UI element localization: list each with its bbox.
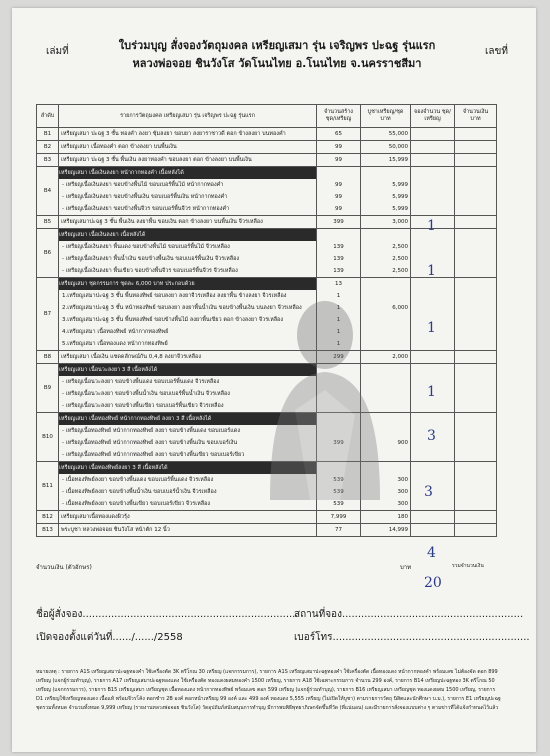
- row-number: B4: [37, 167, 59, 216]
- handwritten-qty-b6: 1: [427, 263, 436, 279]
- col-header-qty: จำนวนสร้าง ชุด/เหรียญ: [317, 105, 361, 128]
- price-value: 50,000: [388, 144, 408, 150]
- price-cell: [361, 154, 411, 167]
- item-cell: [59, 351, 317, 364]
- price-cell: [361, 351, 411, 364]
- col-header-price: บูชาเหรียญ/ชุด บาท: [361, 105, 411, 128]
- price-value: [363, 462, 408, 474]
- sub-price: 300: [397, 489, 408, 495]
- qty-cell: [317, 364, 361, 413]
- sub-item: 2.เหรียญเสมาปะฉฐ 3 ชั้น หน้าทองทิพย์ ขอบลงยา ลงยาพื้นน้ำเงิน ขอบข้างพื้นเงิน บนลงยา จีวรเหลือง: [62, 305, 302, 311]
- orderer-name-field[interactable]: ชื่อผู้สั่งจอง....................................................................: [36, 609, 299, 620]
- handwritten-qty-b8: 1: [427, 384, 436, 400]
- sub-item: - เหรียญเนื้อทองทิพย์ หน้ากากทองทิพย์ ลงยา ขอบข้างพื้นแดง ขอบเบอร์แดง: [62, 428, 241, 434]
- sub-qty: [319, 449, 358, 461]
- item-description: เหรียญเสมา เนื้อเงิน แชดดลักษณ์กัน 0,4,8 ลงยาจีวรเหลือง: [61, 354, 202, 360]
- sub-qty: 1: [336, 341, 341, 347]
- item-description: เหรียญเสมา เนื้อเงินลงยา หน้ากากทองคำ เนื้อหลังได้: [59, 167, 317, 179]
- handwritten-qty-b9: 3: [427, 428, 436, 444]
- price-value: 14,999: [388, 527, 408, 533]
- sub-item: - เหรียญเนื้อนวะลงยา ขอบข้างพื้นน้ำเงิน ขอบเบอร์พื้นน้ำเงิน จีวรเหลือง: [62, 391, 230, 397]
- qty-cell: [317, 278, 361, 351]
- sub-price: [363, 314, 408, 326]
- handwritten-qty-b11: 4: [427, 545, 436, 561]
- price-cell: [361, 278, 411, 351]
- row-number: B11: [37, 462, 59, 511]
- total-amount-label: รวมจำนวนเงิน: [452, 563, 484, 569]
- qty-value: 77: [335, 527, 342, 533]
- sub-qty: 99: [335, 194, 342, 200]
- qty-value: 299: [333, 354, 344, 360]
- order-qty-input[interactable]: [411, 278, 455, 351]
- sub-price: [363, 449, 408, 461]
- row-number: B6: [37, 229, 59, 278]
- sub-price: 6,000: [392, 305, 408, 311]
- sub-qty: 99: [335, 206, 342, 212]
- sub-price: 2,500: [392, 244, 408, 250]
- sub-item: 1.เหรียญเสมาปะฉฐ 3 ชั้น พื้นทองทิพย์ ขอบลงยา ลงยาจีวรเหลือง ลงยาพื้น ข้างลงยา จีวรเหลือง: [62, 293, 287, 299]
- sub-qty: [319, 400, 358, 412]
- item-cell: [59, 141, 317, 154]
- sub-item: - เนื้อทองทิพย์ลงยา ขอบข้างพื้นแดง ขอบเบอร์พื้นแดง จีวรเหลือง: [62, 477, 214, 483]
- row-number: B10: [37, 413, 59, 462]
- qty-cell: [317, 167, 361, 216]
- sub-qty: 539: [333, 477, 344, 483]
- amount-input[interactable]: [455, 167, 497, 216]
- price-cell: [361, 229, 411, 278]
- table-row: [37, 524, 497, 537]
- sub-price: 2,500: [392, 268, 408, 274]
- item-cell: [59, 229, 317, 278]
- qty-value: 13: [335, 281, 342, 287]
- sub-price: [363, 338, 408, 350]
- qty-value: 65: [335, 131, 342, 137]
- row-number: B2: [37, 141, 59, 154]
- sub-qty: [319, 425, 358, 437]
- item-cell: [59, 154, 317, 167]
- col-header-no: ลำดับ: [37, 105, 59, 128]
- item-description: เหรียญเสมา เนื้อทองทิพย์ลงยา 3 สี เนื้อหลังได้: [59, 462, 317, 474]
- item-cell: [59, 364, 317, 413]
- qty-value: 399: [333, 219, 344, 225]
- price-cell: [361, 511, 411, 524]
- doc-number-label: เลขที่: [485, 46, 508, 57]
- sub-item: - เหรียญเนื้อทองทิพย์ หน้ากากทองทิพย์ ลงยา ขอบข้างพื้นเขียว ขอบเบอร์เขียว: [62, 452, 245, 458]
- amount-input[interactable]: [455, 462, 497, 511]
- order-qty-input[interactable]: [411, 167, 455, 216]
- item-cell: [59, 167, 317, 216]
- sub-qty: 139: [333, 268, 344, 274]
- row-number: B13: [37, 524, 59, 537]
- qty-cell: [317, 229, 361, 278]
- row-number: B1: [37, 128, 59, 141]
- baht-label: บาท: [400, 564, 412, 571]
- item-cell: [59, 278, 317, 351]
- amount-input[interactable]: [455, 278, 497, 351]
- amount-input[interactable]: [455, 524, 497, 537]
- table-row: [37, 278, 497, 351]
- price-value: [363, 229, 408, 241]
- price-value: [363, 413, 408, 425]
- table-row: [37, 351, 497, 364]
- sub-item: 3.เหรียญเสมาปะฉฐ 3 ชั้น พื้นทองทิพย์ ขอบข้างพื้นไม้ ลงยาพื้นเขียว ตอก ข้างลงยา จีวรเหลือง: [62, 317, 284, 323]
- item-description: เหรียญเสมา ปะฉฐ 3 ชั้น ทองคำ ลงยา ซุ้มลงยา ขอบยา ลงยาราชาวดี ตอก ข้างลงยา บนทองคำ: [61, 131, 286, 137]
- price-cell: [361, 364, 411, 413]
- item-cell: [59, 511, 317, 524]
- sub-price: [363, 388, 408, 400]
- row-number: B9: [37, 364, 59, 413]
- table-row: [37, 167, 497, 216]
- sub-qty: 539: [333, 501, 344, 507]
- price-cell: [361, 128, 411, 141]
- sub-item: 4.เหรียญเสมา เนื้อทองทิพย์ หน้ากากทองทิพย์: [62, 329, 169, 335]
- sub-item: - เหรียญเนื้อนวะลงยา ขอบข้างพื้นแดง ขอบเบอร์พื้นแดง จีวรเหลือง: [62, 379, 220, 385]
- handwritten-qty-b10: 3: [424, 484, 433, 500]
- price-cell: [361, 462, 411, 511]
- qty-value: [319, 167, 358, 179]
- sub-qty: 1: [336, 329, 341, 335]
- item-cell: [59, 128, 317, 141]
- item-cell: [59, 462, 317, 511]
- item-description: เหรียญเสมา ชุดกรรมการ ชุดละ 6,000 บาท ประกอบด้วย: [59, 278, 317, 290]
- amount-input[interactable]: [455, 154, 497, 167]
- table-header-row: [37, 105, 497, 128]
- col-header-amount: จำนวนเงิน บาท: [455, 105, 497, 128]
- table-row: [37, 128, 497, 141]
- item-description: เหรียญเสมา เนื้อเงินลงยา เนื้อหลังได้: [59, 229, 317, 241]
- price-value: 55,000: [388, 131, 408, 137]
- handwritten-qty-b5: 1: [427, 218, 436, 234]
- qty-cell: [317, 462, 361, 511]
- form-subtitle: หลวงพ่อจอย ชินวังโส วัดโนนไทย อ.โนนไทย จ.นครราชสีมา: [132, 57, 422, 70]
- qty-value: [319, 413, 358, 425]
- sub-qty: 139: [333, 244, 344, 250]
- amount-input[interactable]: [455, 351, 497, 364]
- price-cell: [361, 167, 411, 216]
- sub-item: - เนื้อทองทิพย์ลงยา ขอบข้างพื้นเขียว ขอบเบอร์เขียว จีวรเหลือง: [62, 501, 211, 507]
- remark-note: หมายเหตุ : รายการ A1S เหรียญเสมาปะฉฐทองคำ ใช้เครื่องตัด 3K ตรีโกณ 30 เหรียญ (แจกกรรมการ), รายการ A1S เหรียญเสมาปะฉฐทองคำ ใช้เครื่องตัด เนื้อทองแดง หน้ากากทองคำ พร้อมเลข ไม่ต้องจัด ตอก 899 เหรียญ (แจกผู้ร่วมทำบุญ), รายการ A17 เหรียญเสมาปะฉฐทองแดง ใช้เครื่องตัด ทองแดงผสมทองคำ 1500 เหรียญ, รายการ A18 ใช้เฉพาะกรรมการ จำนวน 299 องค์, รายการ B14 เหรียญปะฉฐทอง 3K ตรีโกณ 50 เหรียญ (แจกกรรมการ), รายการ B15 เหรียญเสมา เหรียญชุด เนื้อทองแดง หน้ากากทองทิพย์ พร้อมเลข ตอก 599 เหรียญ (แจกผู้ร่วมทำบุญ), รายการ B16 เหรียญเสมา เหรียญชุด ทองแดงผสม 1500 เหรียญ, รายการ D1 เหรียญใช้เหรียญทองแดง เนื้อแท้ พร้อมจีวรโค้ง ตอกชำร 2B องค์ ตอกหน้าเหรียญ 99 องค์ และ 499 องค์ ทองแดง 5,555 เหรียญ (ไม่เปิดให้บูชา) ตามรายการวัตถุ นิสิตและนักศึกษา บ.ม.), รายการ E1 เหรียญปะฉฐ ชุดรวมทั้งหมด จำนวนทั้งหมด 9,999 เหรียญ (รายงานหลวงพ่อจอย ชินวังโส) วัดอุปถัมภ์สนับสนุนการทำบุญ มีการพบพิธีพุทธาภิเษกจัดขึ้นที่วัด (ที่แน่นอน) และมีรายการสั่งจองแบบต่าง ๆ ตามข่าวที่ได้แจ้งกำหนดไว้แล้ว: [36, 669, 501, 711]
- item-description: เหรียญเสมา ปะฉฐ 3 ชั้น พื้นเงิน ลงยาทองคำ ขอบลงยา ตอก ข้างลงยา บนพื้นเงิน: [61, 157, 252, 163]
- sub-qty: 1: [336, 293, 341, 299]
- table-row: [37, 141, 497, 154]
- qty-cell: [317, 141, 361, 154]
- sub-price: [363, 376, 408, 388]
- table-row: [37, 511, 497, 524]
- amount-input[interactable]: [455, 229, 497, 278]
- qty-cell: [317, 413, 361, 462]
- col-header-item: รายการวัตถุมงคล เหรียญเสมา รุ่น เจริญพร ปะฉฐ รุ่นแรก: [59, 105, 317, 128]
- item-description: พระบูชา หลวงพ่อจอย ชินวังโส หน้าตัก 12 นิ้ว: [61, 527, 170, 533]
- sub-item: - เหรียญเนื้อเงินลงยา พื้นเขียว ขอบข้างพื้นจีวร ขอบเบอร์พื้นจีวร จีวรเหลือง: [62, 268, 238, 274]
- amount-input[interactable]: [455, 141, 497, 154]
- sub-price: [363, 400, 408, 412]
- price-cell: [361, 216, 411, 229]
- sub-item: 5.เหรียญเสมา เนื้อทองแดง หน้ากากทองทิพย์: [62, 341, 168, 347]
- sub-item: - เนื้อทองทิพย์ลงยา ขอบข้างพื้นน้ำเงิน ขอบเบอร์น้ำเงิน จีวรเหลือง: [62, 489, 217, 495]
- amount-input[interactable]: [455, 216, 497, 229]
- order-qty-input[interactable]: [411, 351, 455, 364]
- item-cell: [59, 216, 317, 229]
- sub-qty: 99: [335, 182, 342, 188]
- item-description: เหรียญเสมาปะฉฐ 3 ชั้น พื้นเงิน ลงยาพื้น ขอบเงิน ตอก ข้างลงยา บนพื้นเงิน จีวรเหลือง: [61, 219, 263, 225]
- sub-item: - เหรียญเนื้อเงินลงยา พื้นแดง ขอบข้างพื้นไม้ ขอบเบอร์พื้นไม้ จีวรเหลือง: [62, 244, 230, 250]
- item-description: เหรียญเสมา เนื้อนวะลงยา 3 สี เนื้อหลังได้: [59, 364, 317, 376]
- qty-cell: [317, 351, 361, 364]
- form-title: ใบร่วมบุญ สั่งจองวัตถุมงคล เหรียญเสมา รุ่น เจริญพร ปะฉฐ รุ่นแรก: [118, 39, 436, 52]
- sub-item: - เหรียญเนื้อเงินลงยา ขอบข้างพื้นจีวร ขอบเบอร์พื้นจีวร หน้ากากทองคำ: [62, 206, 230, 212]
- qty-value: 99: [335, 144, 342, 150]
- qty-value: [319, 364, 358, 376]
- row-number: B7: [37, 278, 59, 351]
- book-number-label: เล่มที่: [46, 46, 69, 57]
- sub-price: 5,999: [392, 182, 408, 188]
- sub-qty: 1: [336, 305, 341, 311]
- amount-input[interactable]: [455, 128, 497, 141]
- sub-qty: [319, 376, 358, 388]
- qty-cell: [317, 128, 361, 141]
- amount-input[interactable]: [455, 511, 497, 524]
- item-cell: [59, 524, 317, 537]
- item-description: เหรียญเสมา เนื้อทองคำ ตอก ข้างลงยา บนพื้นเงิน: [61, 144, 177, 150]
- sub-qty: 539: [333, 489, 344, 495]
- order-qty-input[interactable]: [411, 511, 455, 524]
- qty-value: 7,999: [330, 514, 347, 520]
- item-description: เหรียญเสมา เนื้อทองทิพย์ หน้ากากทองทิพย์ ลงยา 3 สี เนื้อหลังได้: [59, 413, 317, 425]
- sub-qty: 139: [333, 256, 344, 262]
- row-number: B5: [37, 216, 59, 229]
- col-header-order: จองจำนวน ชุด/เหรียญ: [411, 105, 455, 128]
- qty-cell: [317, 216, 361, 229]
- price-value: [363, 364, 408, 376]
- order-qty-input[interactable]: [411, 524, 455, 537]
- sub-item: - เหรียญเนื้อเงินลงยา พื้นน้ำเงิน ขอบข้างพื้นเงิน ขอบเบอร์พื้นเงิน จีวรเหลือง: [62, 256, 240, 262]
- sub-item: - เหรียญเนื้อนวะลงยา ขอบข้างพื้นเขียว ขอบเบอร์พื้นเขียว จีวรเหลือง: [62, 403, 224, 409]
- qty-value: [319, 462, 358, 474]
- sub-price: 300: [397, 501, 408, 507]
- qty-cell: [317, 511, 361, 524]
- order-qty-input[interactable]: [411, 141, 455, 154]
- amount-input[interactable]: [455, 413, 497, 462]
- item-description: เหรียญเสมาเนื้อทองแดงผิวรุ้ง: [61, 514, 130, 520]
- price-value: 15,999: [388, 157, 408, 163]
- sub-qty: [319, 388, 358, 400]
- sub-price: 300: [397, 477, 408, 483]
- row-number: B8: [37, 351, 59, 364]
- order-qty-input[interactable]: [411, 154, 455, 167]
- qty-cell: [317, 524, 361, 537]
- row-number: B12: [37, 511, 59, 524]
- sub-qty: 1: [336, 317, 341, 323]
- price-cell: [361, 141, 411, 154]
- price-value: [363, 278, 408, 290]
- sub-price: 2,500: [392, 256, 408, 262]
- order-open-date-field[interactable]: เปิดจองตั้งแต่วันที่....../....../2558: [36, 632, 183, 643]
- qty-value: 99: [335, 157, 342, 163]
- sub-qty: 399: [333, 440, 344, 446]
- table-row: [37, 154, 497, 167]
- item-cell: [59, 413, 317, 462]
- handwritten-qty-b12: 20: [424, 575, 442, 591]
- sub-item: - เหรียญเนื้อเงินลงยา ขอบข้างพื้นไม้ ขอบเบอร์พื้นไม้ หน้ากากทองคำ: [62, 182, 224, 188]
- price-value: [363, 167, 408, 179]
- sub-item: - เหรียญเนื้อเงินลงยา ขอบข้างพื้นเงิน ขอบเบอร์พื้นเงิน หน้ากากทองคำ: [62, 194, 228, 200]
- sub-price: [363, 425, 408, 437]
- handwritten-qty-b7: 1: [427, 320, 436, 336]
- sub-item: - เหรียญเนื้อทองทิพย์ หน้ากากทองทิพย์ ลงยา ขอบข้างพื้นเงิน ขอบเบอร์เงิน: [62, 440, 238, 446]
- order-place-field[interactable]: สถานที่จอง.........................................................: [294, 609, 524, 620]
- sub-price: 5,999: [392, 194, 408, 200]
- sub-price: 900: [397, 440, 408, 446]
- price-value: 180: [397, 514, 408, 520]
- order-qty-input[interactable]: [411, 128, 455, 141]
- sub-price: [363, 326, 408, 338]
- qty-cell: [317, 154, 361, 167]
- price-cell: [361, 413, 411, 462]
- price-value: 3,000: [392, 219, 408, 225]
- row-number: B3: [37, 154, 59, 167]
- phone-field[interactable]: เบอร์โทร..............................................................: [294, 632, 530, 643]
- price-value: 2,000: [392, 354, 408, 360]
- sub-price: 5,999: [392, 206, 408, 212]
- amount-in-words-label: จำนวนเงิน (ตัวอักษร): [36, 564, 92, 571]
- sub-price: [363, 290, 408, 302]
- qty-value: [319, 229, 358, 241]
- amount-input[interactable]: [455, 364, 497, 413]
- price-cell: [361, 524, 411, 537]
